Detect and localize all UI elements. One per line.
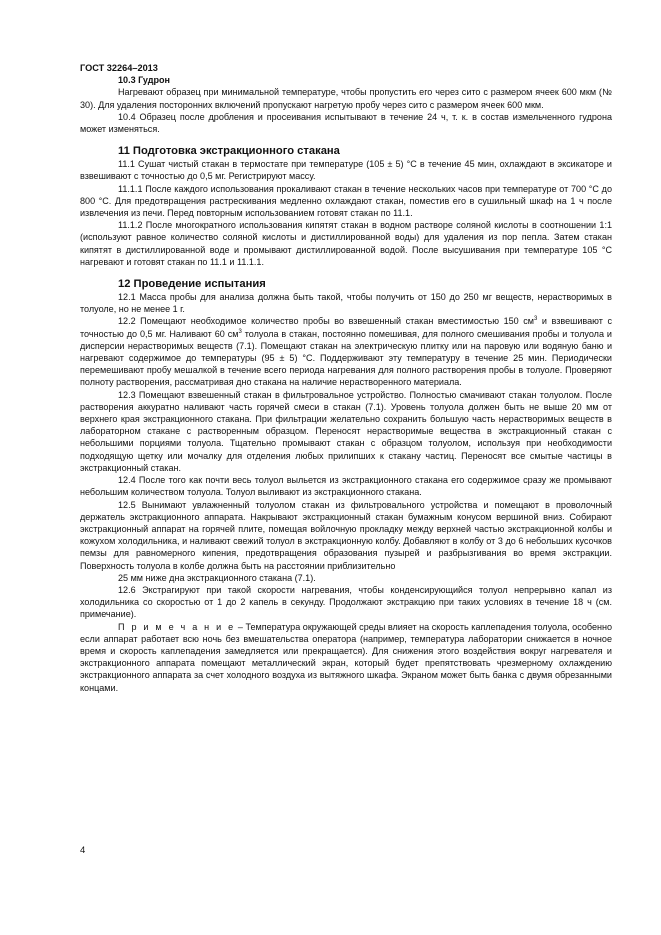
paragraph-12-2-part3: толуола в стакан, постоянно помешивая, для полного смешивания пробы и толуола и дисперсии нерастворимых веществ (7.1). Помещают стакан на электрическую плитку или на паровую или водяную баню и нагревают содержимое до температуры (95 ± 5) °С. Поддерживают эту температуру в течение 25 мин. Периодически перемешивают пробу мешалкой в течение всего периода нагревания для полного растворения пробы в толуоле. Проверяют полноту растворения, рассматривая дно стакана на наличие нерастворенного материала.	[80, 328, 612, 388]
paragraph-12-6: 12.6 Экстрагируют при такой скорости нагревания, чтобы конденсирующийся толуол непрерывно капал из холодильника со скоростью от 1 до 2 капель в секунду. Продолжают экстракцию при таких условиях в течение 18 ч (см. примечание).	[80, 584, 612, 620]
paragraph-11-1-1: 11.1.1 После каждого использования прокаливают стакан в течение нескольких часов при температуре от 700 °С до 800 °С. Для предотвращения растрескивания медленно охлаждают стакан, поместив его в сушильный шкаф на 1 ч после извлечения из печи. Перед повторным использованием готовят стакан по 11.1.	[80, 183, 612, 219]
paragraph-12-5-continuation: 25 мм ниже дна экстракционного стакана (7.1).	[118, 572, 316, 583]
section-heading-11: 11 Подготовка экстракционного стакана	[118, 145, 340, 158]
paragraph-11-1: 11.1 Сушат чистый стакан в термостате при температуре (105 ± 5) °С в течение 45 мин, охлаждают в эксикаторе и взвешивают с точностью до 0,5 мг. Регистрируют массу.	[80, 159, 612, 182]
page-number: 4	[80, 845, 86, 856]
note-label: П р и м е ч а н и е	[118, 621, 236, 632]
paragraph-12-2	[80, 315, 612, 388]
paragraph-10-3: Нагревают образец при минимальной температуре, чтобы пропустить его через сито с размером ячеек 600 мкм (№ 30). Для удаления посторонних включений пропускают нагретую пробу через сито с размером ячеек 600 мкм.	[80, 87, 612, 110]
note-text: – Температура окружающей среды влияет на скорость каплепадения толуола, особенно если аппарат работает всю ночь без вмешательства оператора (например, температура лаборатории снижается в ночное время и скорость каплепадения замедляется или прекращается). Для снижения этого воздействия вокруг нагревателя и экстракционного аппарата помещают металлический экран, который будет препятствовать чрезмерному охлаждению экстракционного аппарата за счет холодного воздуха из вытяжного шкафа. Экраном может быть банка с двумя обрезанными концами.	[80, 621, 613, 693]
paragraph-12-4: 12.4 После того как почти весь толуол выльется из экстракционного стакана его содержимое сразу же промывают небольшим количеством толуола. Толуол выливают из экстракционного стакана.	[80, 475, 612, 498]
paragraph-10-4: 10.4 Образец после дробления и просеивания испытывают в течение 24 ч, т. к. в состав измельченного гудрона может изменяться.	[80, 111, 612, 135]
paragraph-12-1: 12.1 Масса пробы для анализа должна быть такой, чтобы получить от 150 до 250 мг веществ, нерастворимых в толуоле, но не менее 1 г.	[80, 292, 612, 315]
paragraph-11-1-2: 11.1.2 После многократного использования кипятят стакан в водном растворе соляной кислоты в соотношении 1:1 (используют равное количество соляной кислоты и дистиллированной воды) для удаления из пор пепла. Затем стакан кипятят в дистиллированной воде и промывают дистиллированной водой. После высушивания при температуре 105 °С нагревают и готовят стакан по 11.1 и 11.1.1.	[80, 220, 612, 267]
superscript-cube-2: 3	[238, 328, 242, 335]
standard-id: ГОСТ 32264–2013	[80, 63, 158, 73]
paragraph-12-2-part2: и взвешивают с точностью до 0,5 мг. Наливают 60 см	[80, 316, 612, 339]
note-paragraph	[80, 621, 612, 694]
paragraph-12-3: 12.3 Помещают взвешенный стакан в фильтровальное устройство. Полностью смачивают стакан толуолом. После растворения аккуратно наливают часть горячей смеси в стакан (7.1). Уровень толуола должен быть не выше 20 мм от верхнего края экстракционного стакана. При фильтрации желательно сохранить большую часть нерастворимых веществ в лабораторном стакане с растворенным образцом. Переносят нерастворимые вещества в экстракционный стакан с небольшими порциями толуола. Тщательно промывают стакан с образцом толуолом, используя при необходимости подходящую щетку или мочалку для отделения любых прилипших к стакану частиц. Переносят все смытые частицы в экстракционный стакан.	[80, 389, 612, 473]
subsection-heading-10-3: 10.3 Гудрон	[118, 75, 170, 86]
superscript-cube-1: 3	[534, 316, 538, 323]
paragraph-12-5: 12.5 Вынимают увлажненный толуолом стакан из фильтровального устройства и помещают в проволочный держатель экстракционного аппарата. Накрывают экстракционный стакан бумажным конусом вершиной вниз. Собирают экстракционный аппарат на горячей плите, помещая войлочную прокладку между верхней частью экстракционной колбы и кожухом холодильника, и наливают свежий толуол в экстракционную колбу. Добавляют в колбу от 3 до 6 небольших кусочков пемзы для равномерного кипения, предотвращения образования пузырей и разбрызгивания во время экстракции. Поверхность толуола в колбе должна быть на расстоянии приблизительно	[80, 499, 612, 571]
document-page	[80, 62, 612, 694]
paragraph-12-2-part1: 12.2 Помещают необходимое количество пробы во взвешенный стакан вместимостью 150 см	[118, 316, 534, 327]
section-heading-12: 12 Проведение испытания	[118, 278, 266, 291]
